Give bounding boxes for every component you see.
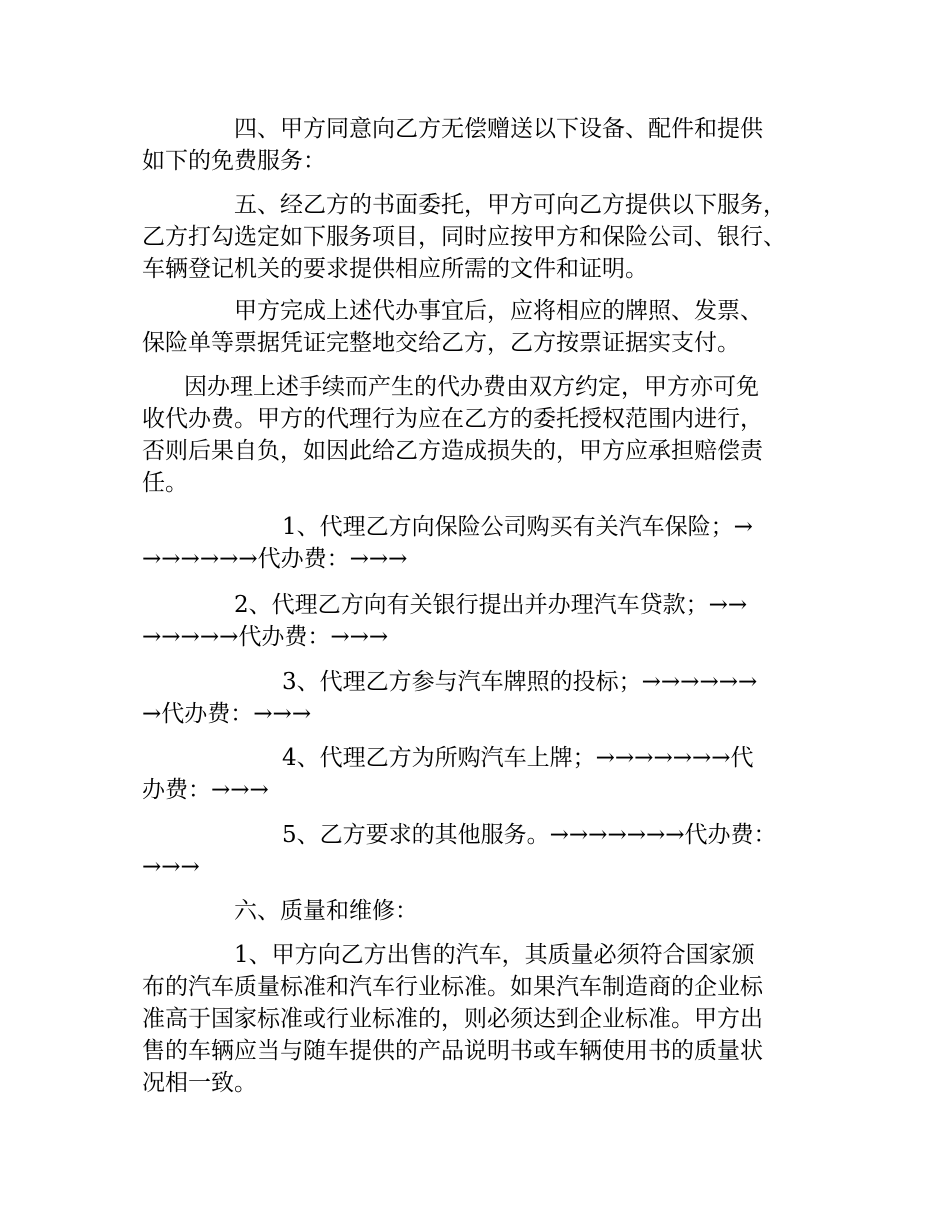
text-line: 保险单等票据凭证完整地交给乙方，乙方按票证据实支付。 — [142, 330, 740, 356]
paragraph-item-six — [142, 895, 810, 927]
text-line: →→→→→代办费：→→→ — [142, 624, 389, 650]
paragraph-service-5 — [142, 819, 810, 883]
text-line: 4、代理乙方为所购汽车上牌；→→→→→→→代 — [282, 745, 754, 771]
text-line: 收代办费。甲方的代理行为应在乙方的委托授权范围内进行， — [142, 406, 763, 432]
text-line: 售的车辆应当与随车提供的产品说明书或车辆使用书的质量状 — [142, 1038, 763, 1064]
text-line: 布的汽车质量标准和汽车行业标准。如果汽车制造商的企业标 — [142, 974, 763, 1000]
paragraph-service-3 — [142, 666, 810, 730]
text-line: 五、经乙方的书面委托，甲方可向乙方提供以下服务， — [234, 192, 786, 218]
text-line: 否则后果自负，如因此给乙方造成损失的，甲方应承担赔偿责 — [142, 438, 763, 464]
paragraph-receipts — [142, 295, 810, 359]
text-line: 准高于国家标准或行业标准的，则必须达到企业标准。甲方出 — [142, 1006, 763, 1032]
paragraph-service-2 — [142, 589, 810, 653]
text-line: 因办理上述手续而产生的代办费由双方约定，甲方亦可免 — [184, 374, 759, 400]
paragraph-item-five — [142, 189, 810, 285]
text-line: 车辆登记机关的要求提供相应所需的文件和证明。 — [142, 256, 648, 282]
text-line: 5、乙方要求的其他服务。→→→→→→→代办费： — [282, 822, 777, 848]
text-line: 甲方完成上述代办事宜后，应将相应的牌照、发票、 — [234, 298, 763, 324]
text-line: 四、甲方同意向乙方无偿赠送以下设备、配件和提供 — [234, 116, 763, 142]
text-line: 乙方打勾选定如下服务项目，同时应按甲方和保险公司、银行、 — [142, 224, 786, 250]
text-line: 如下的免费服务： — [142, 148, 326, 174]
text-line: 3、代理乙方参与汽车牌照的投标；→→→→→→ — [282, 669, 758, 695]
paragraph-quality-1 — [142, 939, 810, 1099]
text-line: 六、质量和维修： — [234, 898, 418, 924]
text-line: 1、甲方向乙方出售的汽车，其质量必须符合国家颁 — [234, 942, 755, 968]
text-line: →→→→→→代办费：→→→ — [142, 546, 408, 572]
text-line: 1、代理乙方向保险公司购买有关汽车保险；→ — [282, 514, 753, 540]
text-line: →→→ — [142, 854, 200, 880]
text-line: 办费：→→→ — [142, 777, 269, 803]
text-line: 况相一致。 — [142, 1070, 257, 1096]
paragraph-agency-fee — [142, 371, 810, 499]
paragraph-item-four — [142, 113, 810, 177]
text-line: 任。 — [142, 470, 188, 496]
paragraph-service-4 — [142, 742, 810, 806]
paragraph-service-1 — [142, 511, 810, 575]
text-line: 2、代理乙方向有关银行提出并办理汽车贷款；→→ — [234, 592, 748, 618]
text-line: →代办费：→→→ — [142, 701, 312, 727]
